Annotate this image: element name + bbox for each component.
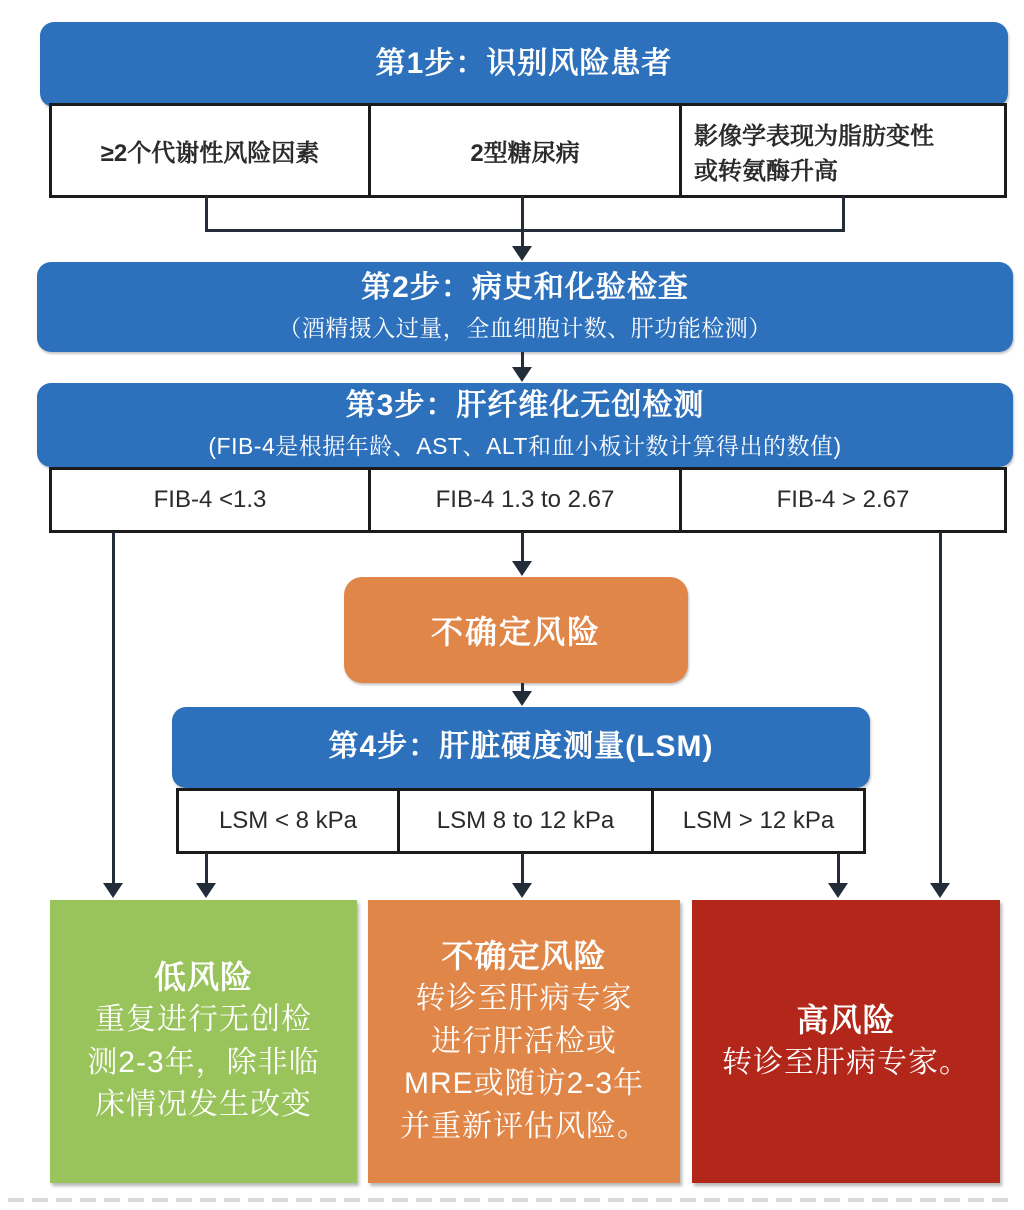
outcome-low-risk-title: 低风险 [153, 959, 253, 996]
criteria-cell-diabetes: 2型糖尿病 [368, 106, 679, 195]
criteria-cell-metabolic: ≥2个代谢性风险因素 [100, 140, 320, 167]
connector-line [521, 532, 524, 563]
indeterminate-risk-node [344, 577, 688, 683]
lsm-row [176, 788, 866, 854]
step2-box [37, 262, 1013, 352]
arrow-down-icon [512, 561, 532, 576]
arrow-down-icon [930, 883, 950, 898]
step2-title: 第2步：病史和化验检查 [361, 270, 689, 304]
connector-line [205, 196, 208, 232]
arrow-down-icon [512, 883, 532, 898]
step1-box [40, 22, 1008, 107]
step4-box [172, 707, 870, 788]
outcome-indeterminate-risk-box [368, 900, 680, 1183]
step3-subtitle: (FIB-4是根据年龄、AST、ALT和血小板计数计算得出的数值) [208, 433, 842, 460]
connector-line [837, 853, 840, 884]
connector-line [521, 853, 524, 884]
arrow-down-icon [828, 883, 848, 898]
connector-line [939, 532, 942, 884]
connector-line [205, 853, 208, 884]
indeterminate-risk-label: 不确定风险 [430, 614, 601, 650]
outcome-high-risk-body: 转诊至肝病专家。 [722, 1045, 970, 1079]
step3-title: 第3步：肝纤维化无创检测 [345, 388, 705, 422]
fib4-row [49, 467, 1007, 533]
outcome-high-risk-title: 高风险 [796, 1001, 896, 1038]
outcome-high-risk-box [692, 900, 1000, 1183]
connector-line [205, 229, 845, 232]
criteria-row [49, 103, 1007, 198]
lsm-cell-low: LSM < 8 kPa [218, 807, 358, 834]
connector-line [112, 532, 115, 884]
connector-line [521, 196, 524, 246]
outcome-low-risk-box [50, 900, 357, 1183]
fib4-cell-mid: FIB-4 1.3 to 2.67 [368, 470, 679, 530]
arrow-down-icon [196, 883, 216, 898]
fib4-cell-high: FIB-4 > 2.67 [679, 470, 1004, 530]
arrow-down-icon [103, 883, 123, 898]
arrow-down-icon [512, 691, 532, 706]
connector-line [521, 352, 524, 368]
outcome-indeterminate-risk-body: 转诊至肝病专家 进行肝活检或 MRE或随访2-3年 并重新评估风险。 [400, 981, 648, 1143]
connector-line [842, 196, 845, 232]
step1-title: 第1步：识别风险患者 [375, 47, 673, 81]
outcome-low-risk-body: 重复进行无创检 测2-3年，除非临 床情况发生改变 [87, 1003, 320, 1122]
arrow-down-icon [512, 246, 532, 261]
outcome-indeterminate-risk-title: 不确定风险 [441, 937, 607, 974]
lsm-cell-high: LSM > 12 kPa [651, 791, 863, 851]
fib4-cell-low: FIB-4 <1.3 [153, 486, 267, 513]
page-edge-line [8, 1198, 1016, 1202]
step4-title: 第4步：肝脏硬度测量(LSM) [328, 730, 714, 764]
lsm-cell-mid: LSM 8 to 12 kPa [397, 791, 651, 851]
step2-subtitle: （酒精摄入过量，全血细胞计数、肝功能检测） [278, 315, 772, 342]
criteria-cell-imaging: 影像学表现为脂肪变性 或转氨酶升高 [679, 106, 1004, 195]
step3-box [37, 383, 1013, 467]
arrow-down-icon [512, 367, 532, 382]
